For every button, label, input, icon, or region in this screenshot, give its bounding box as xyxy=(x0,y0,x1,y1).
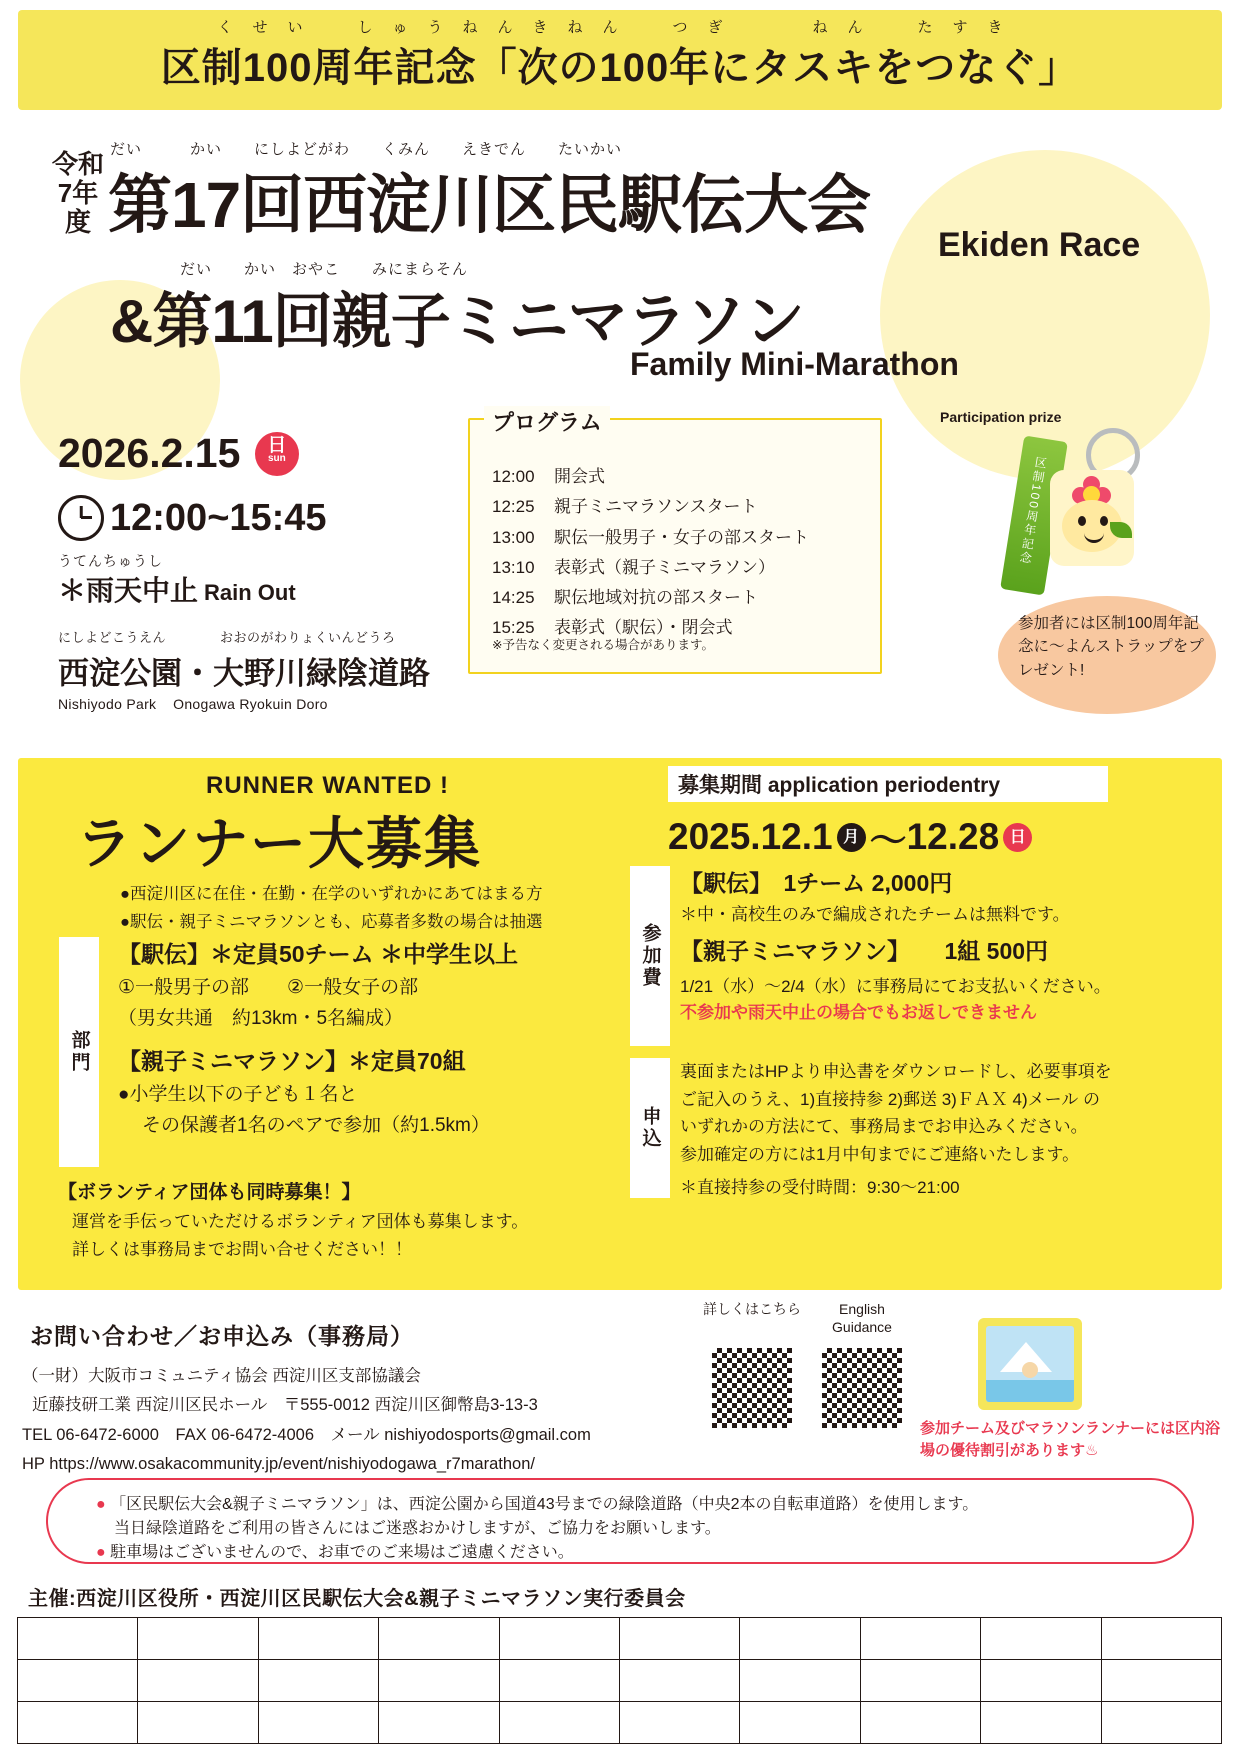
application-tilde: ～ xyxy=(869,820,907,861)
tear-off-cell xyxy=(137,1701,258,1744)
apply-line-1: 裏面またはHPより申込書をダウンロードし、必要事項を xyxy=(680,1062,1112,1081)
tear-off-cell xyxy=(137,1659,258,1702)
tear-off-cell xyxy=(258,1617,379,1660)
apply-body xyxy=(680,1058,1210,1202)
recruit-panel xyxy=(18,758,1222,1290)
tear-off-cell xyxy=(378,1701,499,1744)
program-item-label: 表彰式（親子ミニマラソン） xyxy=(554,557,775,577)
title-line-2: &第11回親子ミニマラソン xyxy=(110,288,804,355)
apply-label-box xyxy=(630,1058,670,1198)
program-item-time: 13:00 xyxy=(492,527,535,547)
program-title: プログラム xyxy=(484,406,610,437)
notice-box xyxy=(46,1478,1194,1564)
event-time-row xyxy=(58,495,458,541)
rain-en: Rain Out xyxy=(204,580,296,605)
badge-monday: 月 xyxy=(837,823,866,852)
strap-text: 区制100周年記念 xyxy=(1017,455,1049,567)
tear-off-cell xyxy=(1101,1659,1222,1702)
tear-off-cell xyxy=(619,1659,740,1702)
tear-off-cell xyxy=(860,1701,981,1744)
rain-ruby: うてんちゅうし xyxy=(58,553,163,569)
tear-off-cell xyxy=(739,1617,860,1660)
volunteer-line-2: 詳しくは事務局までお問い合せください！！ xyxy=(72,1239,412,1259)
tear-off-cell xyxy=(739,1701,860,1744)
tear-off-cell xyxy=(17,1617,138,1660)
category-label-box xyxy=(58,936,100,1168)
qr-code-english[interactable] xyxy=(822,1348,902,1428)
qr-caption-details: 詳しくはこちら xyxy=(703,1301,801,1317)
tear-off-cell xyxy=(619,1701,740,1744)
contact-body xyxy=(22,1362,782,1479)
program-list xyxy=(492,462,809,644)
apply-line-3: いずれかの方法にて、事務局までお申込みください。 xyxy=(680,1117,1088,1137)
program-item-label: 駅伝地域対抗の部スタート xyxy=(554,588,758,607)
tear-off-cell xyxy=(17,1659,138,1702)
apply-line-2: ご記入のうえ、1)直接持参 2)郵送 3)ＦＡＸ 4)メール の xyxy=(680,1089,1101,1109)
host-line: 主催:西淀川区役所・西淀川区民駅伝大会&親子ミニマラソン実行委員会 xyxy=(28,1588,686,1610)
tear-off-cell xyxy=(258,1659,379,1702)
mini-sub-1: ●小学生以下の子ども１名と xyxy=(118,1084,358,1106)
header-title: 区制100周年記念「次の100年にタスキをつなぐ」 xyxy=(160,46,1080,90)
recruit-heading-en: RUNNER WANTED ! xyxy=(206,772,449,799)
tear-off-cell xyxy=(860,1617,981,1660)
program-item-time: 12:25 xyxy=(492,497,535,517)
fee-ekiden-note: ＊中・高校生のみで編成されたチームは無料です。 xyxy=(680,904,1070,924)
application-period-head: 募集期間 application periodentry xyxy=(668,766,1108,802)
header-band xyxy=(18,10,1222,110)
apply-label: 申込 xyxy=(639,1106,661,1150)
tear-off-row xyxy=(18,1702,1222,1744)
notice-text-3: 駐車場はございませんので、お車でのご来場はご遠慮ください。 xyxy=(110,1544,574,1561)
mini-sub-2: その保護者1名のペアで参加（約1.5km） xyxy=(142,1114,490,1136)
recruit-bullets xyxy=(120,880,542,937)
tear-off-cell xyxy=(619,1617,740,1660)
fee-label: 参加費 xyxy=(639,923,661,989)
program-item xyxy=(492,492,809,522)
tear-off-cell xyxy=(1101,1701,1222,1744)
contact-line-3: TEL 06-6472-6000 FAX 06-6472-4006 メール nishiyodosports@gmail.com xyxy=(22,1425,591,1444)
recruit-bullet: ●駅伝・親子ミニマラソンとも、応募者多数の場合は抽選 xyxy=(120,913,543,932)
place-name-en xyxy=(58,696,458,712)
tear-off-cell xyxy=(378,1617,499,1660)
tear-off-cell xyxy=(499,1701,620,1744)
notice-text-1: 「区民駅伝大会&親子ミニマラソン」は、西淀公園から国道43号までの緑陰道路（中央2本の自転車道路）を使用します。 xyxy=(110,1496,979,1513)
reiwa-year: 令和7年度 xyxy=(52,149,105,238)
rain-row xyxy=(58,569,458,609)
volunteer-box xyxy=(58,1178,638,1263)
tear-off-cell xyxy=(1101,1617,1222,1660)
clock-icon xyxy=(58,495,104,541)
contact-line-2: 近藤技研工業 西淀川区民ホール 〒555-0012 西淀川区御幣島3-13-3 xyxy=(32,1396,538,1415)
tear-off-cell xyxy=(499,1617,620,1660)
qr-caption-english: English Guidance xyxy=(832,1301,892,1336)
tear-off-row xyxy=(18,1660,1222,1702)
event-time: 12:00~15:45 xyxy=(110,496,327,539)
volunteer-head: 【ボランティア団体も同時募集！】 xyxy=(58,1182,361,1203)
place-name: 西淀公園・大野川緑陰道路 xyxy=(58,656,430,691)
tear-off-grid xyxy=(18,1618,1222,1744)
program-item-label: 開会式 xyxy=(554,467,605,486)
event-info xyxy=(58,430,458,712)
contact-line-1: （一財）大阪市コミュニティ協会 西淀川区支部協議会 xyxy=(22,1367,421,1385)
day-badge-en: sun xyxy=(267,452,286,464)
title-line-1-en: Ekiden Race xyxy=(938,226,1141,264)
notice-line-1: ● 「区民駅伝大会&親子ミニマラソン」は、西淀公園から国道43号までの緑陰道路（中央2本の自転車道路）を使用します。 xyxy=(96,1496,979,1513)
fee-ekiden: 【駅伝】 1チーム 2,000円 xyxy=(680,870,953,896)
mascot-icon xyxy=(1050,470,1134,566)
title-ruby-1: だい かい にしよどがわ くみん えきでん たいかい xyxy=(110,141,623,158)
fee-warning: 不参加や雨天中止の場合でもお返しできません xyxy=(680,1002,1037,1022)
program-item-time: 14:25 xyxy=(492,588,535,607)
header-ruby: くせい しゅうねんきねん つぎ ねん たすき xyxy=(217,19,1023,36)
program-note: ※予告なく変更される場合があります。 xyxy=(492,638,714,652)
day-badge xyxy=(255,432,299,476)
tear-off-cell xyxy=(17,1701,138,1744)
program-item-label: 親子ミニマラソンスタート xyxy=(554,497,758,517)
tear-off-cell xyxy=(980,1659,1101,1702)
category-label: 部門 xyxy=(68,1030,90,1074)
tear-off-cell xyxy=(860,1659,981,1702)
place-en-1: Nishiyodo Park xyxy=(58,696,157,712)
title-line-2-en: Family Mini-Marathon xyxy=(630,346,959,382)
qr-code-details[interactable] xyxy=(712,1348,792,1428)
place-ruby: にしよどこうえん おおのがわりょくいんどうろ xyxy=(58,630,396,645)
tear-off-cell xyxy=(739,1659,860,1702)
prize-label: Participation prize xyxy=(940,409,1062,425)
tear-off-cell xyxy=(980,1617,1101,1660)
volunteer-line-1: 運営を手伝っていただけるボランティア団体も募集します。 xyxy=(72,1212,529,1232)
program-item-label: 駅伝一般男子・女子の部スタート xyxy=(554,527,809,547)
title-block xyxy=(0,118,1240,408)
tear-off-cell xyxy=(980,1701,1101,1744)
ekiden-head: 【駅伝】＊定員50チーム ＊中学生以上 xyxy=(118,941,518,967)
fee-body xyxy=(680,866,1210,1026)
application-date-from: 2025.12.1 xyxy=(668,816,833,857)
rain-jp: ＊雨天中止 xyxy=(58,575,199,606)
apply-line-4: 参加確定の方には1月中旬までにご連絡いたします。 xyxy=(680,1144,1080,1164)
prize-bubble-text: 参加者には区制100周年記念に～よんストラップをプレゼント! xyxy=(1018,615,1204,679)
application-date-to: 12.28 xyxy=(906,816,1000,857)
program-item-time: 15:25 xyxy=(492,618,535,638)
event-date: 2026.2.15 xyxy=(58,430,241,476)
application-period-dates xyxy=(668,810,1036,864)
recruit-bullet: ●西淀川区に在住・在勤・在学のいずれかにあてはまる方 xyxy=(120,885,543,903)
ekiden-sub-1: ①一般男子の部 ②一般女子の部 xyxy=(118,977,419,999)
bathhouse-icon xyxy=(978,1318,1082,1410)
program-item-label: 表彰式（駅伝）・閉会式 xyxy=(554,618,733,638)
category-body xyxy=(118,936,638,1142)
program-item xyxy=(492,462,809,492)
place-en-2: Onogawa Ryokuin Doro xyxy=(173,696,328,712)
mini-head: 【親子ミニマラソン】＊定員70組 xyxy=(118,1047,466,1074)
title-line-1: 第17回西淀川区民駅伝大会 xyxy=(108,169,871,241)
notice-line-2: 当日緑陰道路をご利用の皆さんにはご迷惑おかけしますが、ご協力をお願いします。 xyxy=(114,1520,721,1537)
ekiden-sub-2: （男女共通 約13km・5名編成） xyxy=(118,1008,404,1030)
program-box xyxy=(468,410,882,674)
fee-mini: 【親子ミニマラソン】 1組 500円 xyxy=(680,937,1049,964)
program-item xyxy=(492,583,809,613)
tear-off-row xyxy=(18,1618,1222,1660)
program-item-time: 12:00 xyxy=(492,467,535,486)
contact-line-4: HP https://www.osakacommunity.jp/event/nishiyodogawa_r7marathon/ xyxy=(22,1455,535,1474)
program-item xyxy=(492,553,809,583)
fee-pay: 1/21（水）～2/4（水）に事務局にてお支払いください。 xyxy=(680,976,1111,996)
program-item xyxy=(492,523,809,553)
apply-line-5: ＊直接持参の受付時間：9:30～21:00 xyxy=(680,1178,960,1198)
recruit-heading-jp: ランナー大募集 xyxy=(76,812,482,875)
title-ruby-2: だい かい おやこ みにまらそん xyxy=(180,261,469,278)
fee-label-box xyxy=(630,866,670,1046)
program-item-time: 13:10 xyxy=(492,557,535,577)
badge-sunday: 日 xyxy=(1003,823,1032,852)
day-badge-jp: 日 xyxy=(267,434,287,456)
tear-off-cell xyxy=(137,1617,258,1660)
tear-off-cell xyxy=(378,1659,499,1702)
tear-off-cell xyxy=(499,1659,620,1702)
contact-title: お問い合わせ／お申込み（事務局） xyxy=(30,1323,414,1349)
bathhouse-note: 参加チーム及びマラソンランナーには区内浴場の優待割引があります♨ xyxy=(920,1420,1221,1459)
notice-line-3: ● 駐車場はございませんので、お車でのご来場はご遠慮ください。 xyxy=(96,1544,574,1561)
tear-off-cell xyxy=(258,1701,379,1744)
